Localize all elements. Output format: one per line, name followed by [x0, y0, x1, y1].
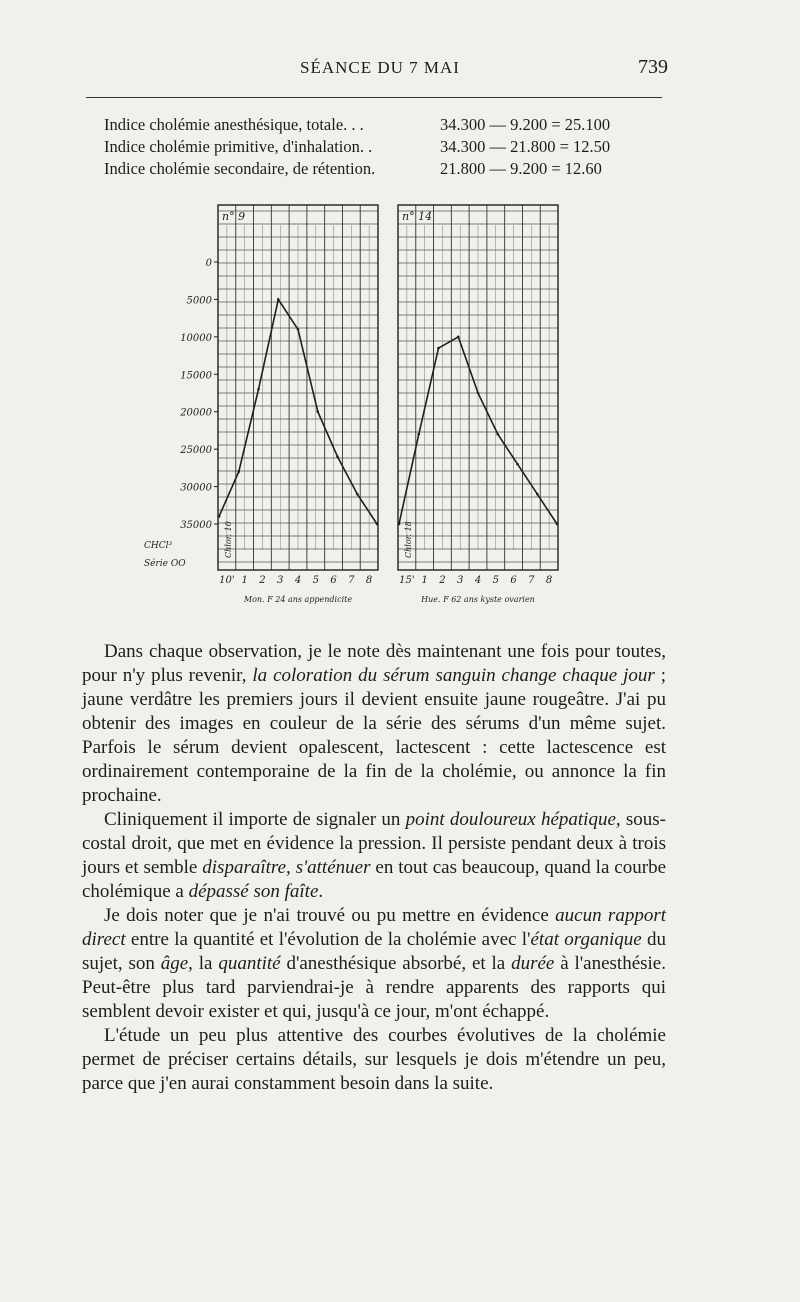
italic-run: dépassé son faîte: [188, 881, 319, 902]
x-tick-label: 2: [439, 575, 446, 586]
y-tick-label: 30000: [180, 482, 212, 494]
italic-run: aucun rapport direct: [82, 905, 666, 950]
text-run: Je dois noter que je n'ai trouvé ou pu mettre en évidence: [104, 905, 556, 926]
data-point: [336, 455, 339, 458]
running-title: SÉANCE DU 7 MAI: [300, 58, 460, 77]
data-point: [457, 336, 460, 339]
data-point: [218, 515, 221, 518]
text-run: du sujet, son: [82, 929, 667, 974]
x-tick-label: 4: [474, 575, 482, 586]
stat-label: Indice cholémie primitive, d'inhalation. .: [104, 137, 373, 156]
data-point: [398, 523, 401, 526]
stat-row: [104, 158, 664, 180]
column-label: Chlor. 18: [404, 521, 413, 558]
x-tick-label: 5: [312, 575, 319, 586]
y-tick-label: 25000: [180, 445, 212, 457]
series-caption: Mon. F 24 ans appendicite: [243, 595, 353, 604]
y-tick-label: 35000: [180, 520, 212, 531]
stat-formula: 34.300 — 21.800 = 12.50: [440, 137, 611, 156]
italic-run: état organique: [530, 929, 642, 950]
text-run: entre la quantité et l'évolution de la cholémie avec l': [125, 929, 531, 950]
x-tick-label: 15': [399, 575, 415, 586]
paragraph: [82, 640, 666, 808]
row-label: CHCl³: [144, 541, 173, 551]
page-number: 739: [638, 56, 668, 78]
x-tick-label: 6: [510, 575, 517, 586]
text-run: en tout cas beaucoup, quand la courbe cholémique a: [82, 857, 667, 902]
body-text: [82, 640, 666, 1096]
data-point: [277, 298, 280, 301]
x-tick-label: 8: [545, 575, 553, 586]
data-point: [237, 470, 240, 473]
data-point: [417, 433, 420, 436]
italic-run: point douloureux hépatique: [405, 809, 616, 830]
x-tick-label: 1: [421, 575, 428, 586]
x-tick-label: 3: [277, 575, 284, 586]
text-run: d'anesthésique absorbé, et la: [280, 953, 512, 974]
text-run: ; jaune verdâtre les premiers jours il devient ensuite jaune rougeâtre. J'ai pu obtenir des images en couleur de la série des sérums d'un même sujet. Parfois le sérum devient opalescent, lactescent : cette lactescence est ordinairement contemporaine de la fin de la cholémie, ou annonce la fin prochaine.: [82, 665, 666, 806]
paragraph: [82, 904, 666, 1024]
paragraph: [82, 808, 666, 904]
x-tick-label: 5: [492, 575, 499, 586]
stat-formula: 34.300 — 9.200 = 25.100: [440, 115, 611, 134]
data-point: [257, 388, 260, 391]
y-tick-label: 0: [205, 258, 212, 269]
series-title: n° 14: [402, 210, 433, 223]
series-caption: Hue. F 62 ans kyste ovarien: [421, 595, 535, 604]
x-tick-label: 8: [365, 575, 373, 586]
x-tick-label: 1: [241, 575, 248, 586]
x-tick-label: 3: [457, 575, 464, 586]
header-rule: [86, 97, 662, 98]
data-point: [297, 328, 300, 331]
text-run: , la: [188, 953, 219, 974]
x-tick-label: 7: [528, 575, 535, 586]
cholemia-index-table: [104, 114, 664, 180]
data-point: [556, 523, 559, 526]
x-tick-label: 10': [219, 575, 235, 586]
stat-label: Indice cholémie secondaire, de rétention.: [104, 159, 376, 178]
text-run: .: [318, 881, 324, 902]
x-tick-label: 7: [348, 575, 355, 586]
data-point: [376, 523, 379, 526]
x-tick-label: 4: [294, 575, 302, 586]
data-point: [316, 410, 319, 413]
paragraph: [82, 1024, 666, 1096]
stat-row: [104, 114, 664, 136]
italic-run: âge: [160, 953, 189, 974]
series-title: n° 9: [222, 210, 246, 223]
stat-label: Indice cholémie anesthésique, totale. . .: [104, 115, 364, 134]
text-run: , sous-costal droit, que met en évidence la pression. Il persiste pendant deux à trois jours et semble: [82, 809, 666, 878]
column-label: Chlor. 10: [224, 521, 233, 558]
text-run: à l'anesthésie. Peut-être plus tard parviendrai-je à rendre apparents des rapports qui semblent devoir exister et qui, jusqu'à ce jour, m'ont échappé.: [82, 953, 666, 1022]
data-point: [516, 463, 519, 466]
data-point: [477, 392, 480, 395]
italic-run: la coloration du sérum sanguin change chaque jour: [252, 665, 655, 686]
x-tick-label: 6: [330, 575, 337, 586]
y-tick-label: 10000: [180, 332, 212, 344]
italic-run: durée: [511, 953, 555, 974]
running-header: [0, 58, 800, 88]
cholemia-chart: [140, 200, 580, 625]
data-point: [536, 493, 539, 496]
x-tick-label: 2: [259, 575, 266, 586]
stat-row: [104, 136, 664, 158]
italic-run: disparaître, s'atténuer: [202, 857, 371, 878]
y-tick-label: 15000: [180, 370, 212, 382]
italic-run: quantité: [218, 953, 281, 974]
row-label: Série OO: [144, 559, 186, 569]
y-tick-label: 20000: [180, 407, 212, 419]
y-tick-label: 5000: [186, 295, 212, 307]
text-run: Dans chaque observation, je le note dès maintenant une fois pour toutes, pour n'y plus revenir,: [82, 641, 666, 686]
data-point: [356, 493, 359, 496]
text-run: L'étude un peu plus attentive des courbes évolutives de la cholémie permet de préciser certains détails, sur lesquels je dois m'étendre un peu, parce que j'en aurai constamment besoin dans la suite.: [82, 1025, 666, 1094]
data-point: [496, 433, 499, 436]
stat-formula: 21.800 — 9.200 = 12.60: [440, 159, 602, 178]
text-run: Cliniquement il importe de signaler un: [104, 809, 406, 830]
data-point: [437, 347, 440, 350]
